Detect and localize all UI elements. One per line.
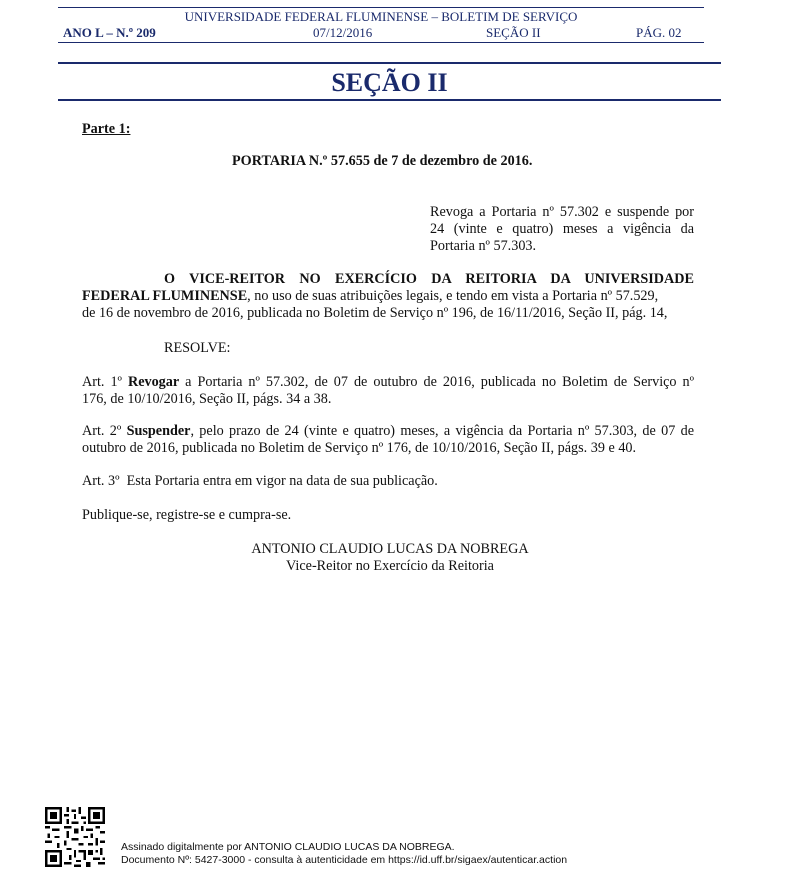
article-2-line-1 <box>82 423 694 440</box>
preamble-university: FEDERAL FLUMINENSE <box>82 288 248 304</box>
portaria-title: PORTARIA N.º 57.655 de 7 de dezembro de 2016. <box>232 153 533 169</box>
signed-by: Assinado digitalmente por ANTONIO CLAUDIO LUCAS DA NOBREGA. <box>121 841 455 853</box>
article-2-verb: Suspender <box>126 423 191 439</box>
article-1-line-2: 176, de 10/10/2016, Seção II, págs. 34 a 38. <box>82 391 332 407</box>
preamble-authority: O VICE-REITOR NO EXERCÍCIO DA REITORIA DA UNIVERSIDADE <box>164 271 694 287</box>
summary-line-1: Revoga a Portaria nº 57.302 e suspende por <box>430 204 694 220</box>
signature-block <box>210 541 570 575</box>
digital-signature-note <box>121 841 567 867</box>
preamble <box>82 271 694 322</box>
article-1 <box>82 374 694 408</box>
preamble-line-2 <box>82 288 694 305</box>
article-2-prefix: Art. 2º <box>82 423 122 439</box>
preamble-line-1 <box>82 271 694 288</box>
header-page: PÁG. 02 <box>636 25 682 40</box>
preamble-line-3: de 16 de novembro de 2016, publicada no Boletim de Serviço nº 196, de 16/11/2016, Seção II, pág. 14, <box>82 305 668 321</box>
article-2-text: , pelo prazo de 24 (vinte e quatro) meses, a vigência da Portaria nº 57.303, de 07 de <box>190 423 694 439</box>
article-2 <box>82 423 694 457</box>
header-bottom-rule <box>58 42 704 43</box>
header-issue: ANO L – N.º 209 <box>63 25 156 40</box>
article-1-prefix: Art. 1º <box>82 374 122 390</box>
resolve-label: RESOLVE: <box>164 340 231 356</box>
article-3: Art. 3º Esta Portaria entra em vigor na data de sua publicação. <box>82 473 438 489</box>
article-1-line-1 <box>82 374 694 391</box>
signer-name: ANTONIO CLAUDIO LUCAS DA NOBREGA <box>251 541 529 557</box>
header-bulletin-title: UNIVERSIDADE FEDERAL FLUMINENSE – BOLETIM DE SERVIÇO <box>184 9 578 24</box>
header-date: 07/12/2016 <box>313 25 373 40</box>
part-label: Parte 1: <box>82 121 131 137</box>
section-title: SEÇÃO II <box>331 68 448 97</box>
header-section: SEÇÃO II <box>486 25 541 40</box>
closing-line: Publique-se, registre-se e cumpra-se. <box>82 507 292 523</box>
signer-role: Vice-Reitor no Exercício da Reitoria <box>286 558 494 574</box>
article-1-verb: Revogar <box>127 374 180 390</box>
qr-code-icon <box>45 807 105 867</box>
section-top-rule <box>58 62 721 64</box>
article-1-text: a Portaria nº 57.302, de 07 de outubro de 2016, publicada no Boletim de Serviço nº <box>185 374 695 390</box>
preamble-line-2-rest: , no uso de suas atribuições legais, e tendo em vista a Portaria nº 57.529, <box>247 288 659 304</box>
section-bottom-rule <box>58 99 721 101</box>
document-verification: Documento Nº: 5427-3000 - consulta à autenticidade em https://id.uff.br/sigaex/autenticar.action <box>121 854 568 866</box>
summary-line-2: 24 (vinte e quatro) meses a vigência da <box>430 221 694 237</box>
summary-block <box>430 204 694 255</box>
header-top-rule <box>58 7 704 8</box>
article-2-line-2: outubro de 2016, publicada no Boletim de Serviço nº 176, de 10/10/2016, Seção II, págs. 39 e 40. <box>82 440 637 456</box>
summary-line-3: Portaria nº 57.303. <box>430 238 537 254</box>
